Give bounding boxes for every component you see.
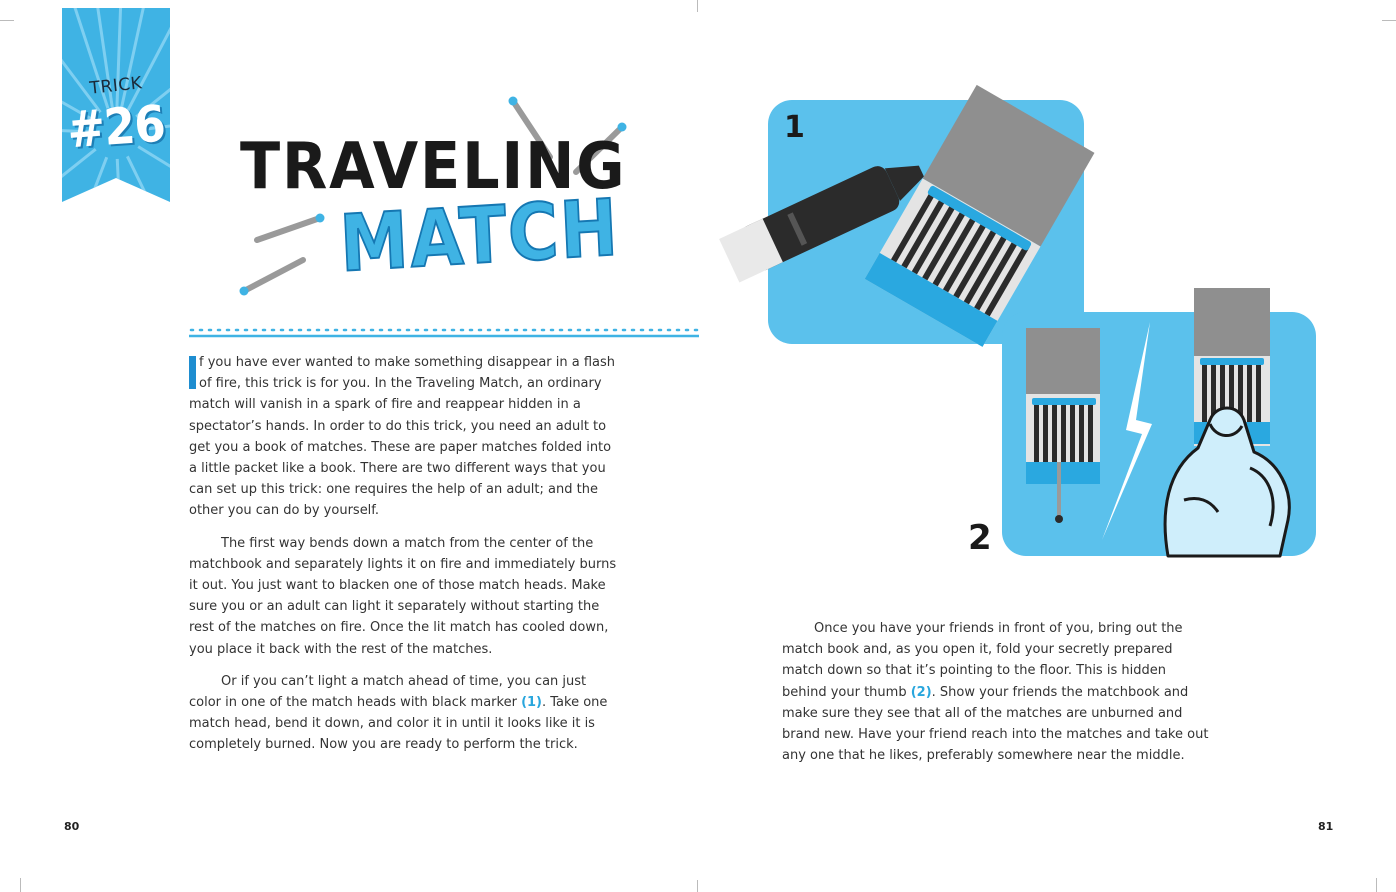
dotted-divider [189, 326, 699, 340]
paragraph-4 [782, 618, 1210, 766]
banner-label: TRICK [88, 73, 144, 99]
intro-paragraph [189, 352, 617, 522]
paragraph-3-end: . Take one match head, bend it down, and color it in until it looks like it is completely burned. Now you are ready to perform the trick. [189, 695, 608, 753]
step-1-label: 1 [784, 110, 805, 145]
page-number-left: 80 [64, 820, 80, 833]
body-text-left [189, 352, 617, 767]
intro-paragraph-text: f you have ever wanted to make something disappear in a flash of fire, this trick is for you. In the Traveling Match, an ordinary match will vanish in a spark of fire and reappear hidden in a spectator’s hands. In order to do this trick, you need an adult to get you a book of matches. These are paper matches folded into a little packet like a book. There are two different ways that you can set up this trick: one requires the help of an adult; and the other you can do by yourself. [189, 355, 616, 519]
paragraph-2: The first way bends down a match from the center of the matchbook and separately lights it on fire and immediately burns it out. You just want to blacken one of those match heads. Make sure you or an adult can light it separately without starting the rest of the matches on fire. Once the lit match has cooled down, you place it back with the rest of the matches. [189, 535, 617, 657]
paragraph-4-start: Once you have your friends in front of you, bring out the match book and, as you open it, fold your secretly prepared match down so that it’s pointing to the floor. This is hidden behind your thumb [782, 621, 1183, 700]
body-text-right [782, 618, 1210, 766]
title-line-2: MATCH [338, 183, 622, 290]
right-page [698, 0, 1396, 892]
figure-ref-2: (2) [910, 684, 932, 700]
step-2-label: 2 [968, 518, 992, 558]
trick-number: #26 [65, 94, 167, 160]
figure-ref-1: (1) [521, 695, 542, 711]
illustration-panel-2 [1002, 288, 1316, 556]
paragraph-3 [189, 671, 617, 756]
page-number-right: 81 [1318, 820, 1334, 833]
drop-cap [189, 356, 196, 389]
paragraph-3-start: Or if you can’t light a match ahead of time, you can just color in one of the match heads with black marker [189, 673, 587, 711]
illustration [698, 0, 1396, 600]
paragraph-4-end: . Show your friends the matchbook and make sure they see that all of the matches are unburned and brand new. Have your friend reach into the matches and take out any one that he likes, preferably somewhere near the middle. [782, 684, 1209, 764]
title-line-1: TRAVELING [240, 130, 627, 204]
illustration-panel-1 [719, 85, 1094, 347]
